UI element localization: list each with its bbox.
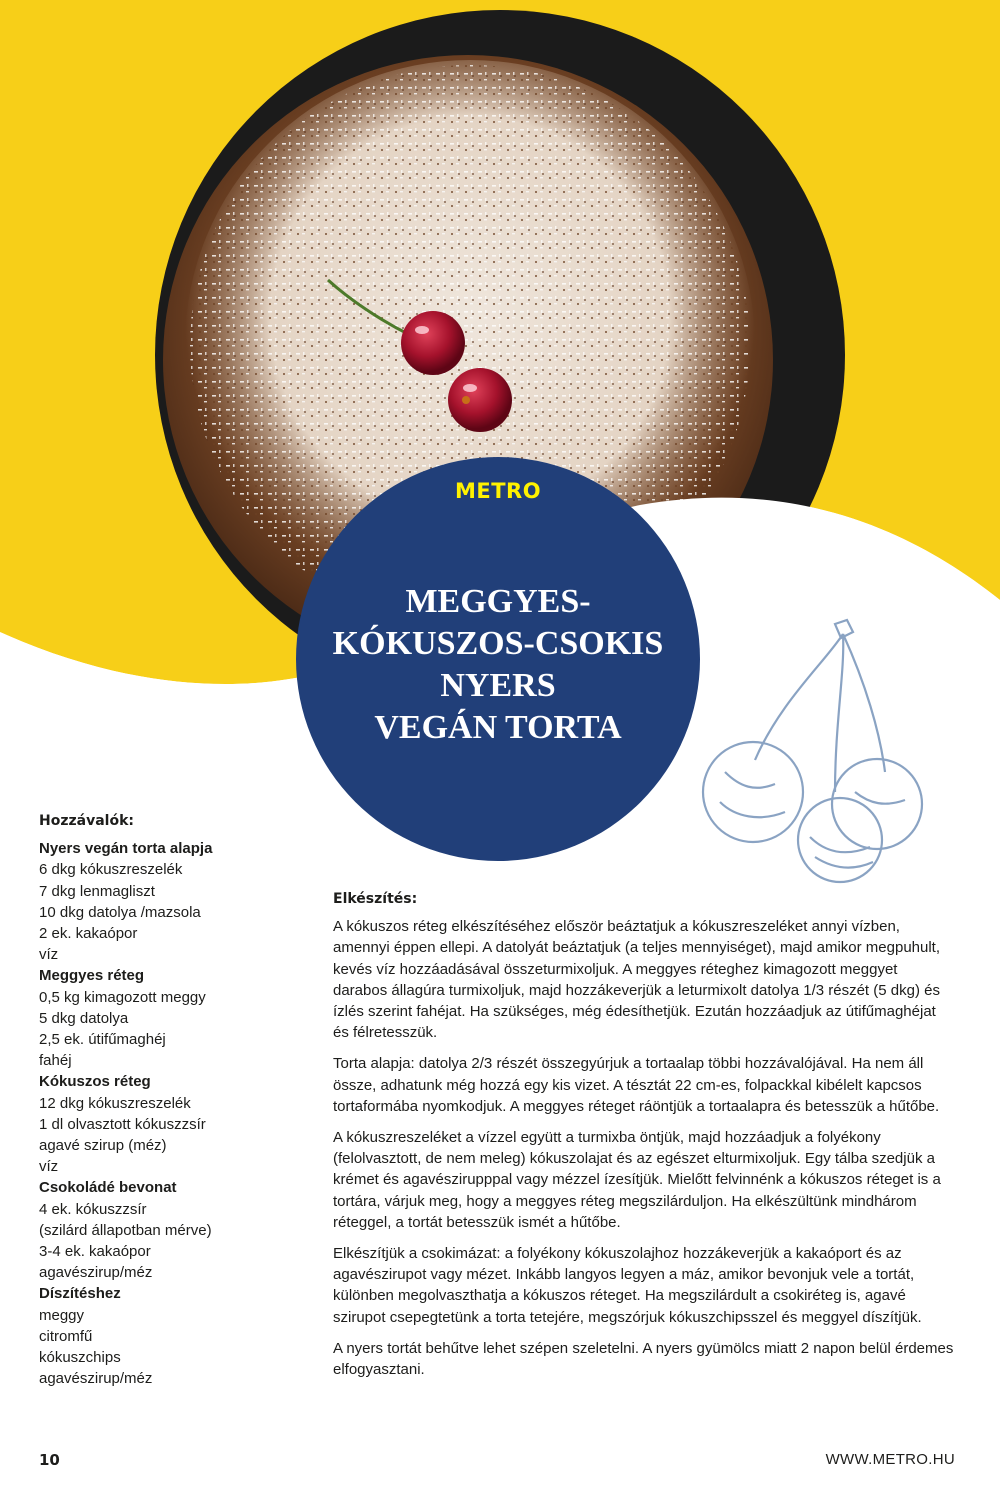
ingredient-item: 2,5 ek. útifűmaghéj — [39, 1031, 166, 1049]
ingredient-item: 12 dkg kókuszreszelék — [39, 1094, 191, 1112]
metro-logo: METRO — [454, 479, 542, 503]
title-line: NYERS — [440, 667, 556, 704]
website-link[interactable]: WWW.METRO.HU — [825, 1451, 955, 1468]
ingredient-group-heading: Nyers vegán torta alapja — [39, 840, 213, 858]
preparation-section — [333, 889, 955, 1390]
ingredient-item: (szilárd állapotban mérve) — [39, 1221, 212, 1239]
preparation-paragraph: A kókuszreszeléket a vízzel együtt a turmixba öntjük, majd hozzáadjuk a folyékony (felolvasztott, de nem meleg) kókuszolajat és az egészet elturmixoljuk. Egy tálba szedjük a krémet és agavészirupppal vagy mézzel ízesítjük. Mielőtt felvinnénk a kókuszos réteget is a tortára, várjuk meg, hogy a meggyes réteg megszilárduljon. Ha elkészültünk mindhárom réteggel, a tortát betesszük ismét a hűtőbe. — [333, 1129, 941, 1231]
ingredients-section — [39, 811, 299, 1389]
ingredient-item: 5 dkg datolya — [39, 1009, 129, 1027]
ingredient-item: citromfű — [39, 1327, 93, 1345]
ingredient-group-heading: Csokoládé bevonat — [39, 1179, 177, 1197]
ingredient-item: 1 dl olvasztott kókuszzsír — [39, 1115, 206, 1133]
ingredient-item: 4 ek. kókuszzsír — [39, 1200, 147, 1218]
ingredient-item: 0,5 kg kimagozott meggy — [39, 988, 206, 1006]
preparation-heading: Elkészítés: — [333, 891, 418, 907]
ingredient-item: kókuszchips — [39, 1349, 121, 1367]
ingredient-item: agavészirup/méz — [39, 1370, 153, 1388]
recipe-title — [316, 581, 680, 749]
page-number: 10 — [39, 1451, 60, 1469]
ingredient-item: meggy — [39, 1306, 85, 1324]
cherry-sketch-icon — [695, 612, 935, 892]
ingredient-item: 7 dkg lenmagliszt — [39, 882, 155, 900]
ingredients-heading: Hozzávalók: — [39, 813, 134, 829]
preparation-paragraph: A nyers tortát behűtve lehet szépen szeletelni. A nyers gyümölcs miatt 2 napon belül érdemes elfogyasztani. — [333, 1339, 954, 1379]
ingredient-item: 3-4 ek. kakaópor — [39, 1243, 151, 1261]
ingredients-list — [39, 838, 299, 1389]
cherry-2 — [448, 368, 512, 432]
preparation-paragraph: A kókuszos réteg elkészítéséhez először beáztatjuk a kókuszreszeléket annyi vízben, amennyi éppen ellepi. A datolyát beáztatjuk (a teljes mennyiséget), majd amikor megpuhult, kevés víz hozzáadásával összeturmixoljuk. A meggyes réteghez kimagozott meggyet darabos állagúra turmixoljuk, majd hozzákeverjük a leturmixolt datolya 1/3 részét (5 dkg) és ízlés szerint fahéjat. Ha szükséges, még édesíthetjük. Ezután hozzáadjuk az útifűmaghéjat és félretesszük. — [333, 918, 941, 1042]
title-line: KÓKUSZOS-CSOKIS — [332, 625, 664, 662]
ingredient-item: agavé szirup (méz) — [39, 1137, 167, 1155]
preparation-paragraph: Torta alapja: datolya 2/3 részét összegyúrjuk a tortaalap többi hozzávalójával. Ha nem áll össze, adhatunk még hozzá egy kis vizet. A tésztát 22 cm-es, folpackkal kibélelt kapcsos tortaformába nyomkodjuk. A meggyes réteget ráöntjük a tortaalapra és betesszük a hűtőbe. — [333, 1055, 940, 1115]
cherry-1 — [401, 311, 465, 375]
ingredient-group-heading: Díszítéshez — [39, 1285, 121, 1303]
ingredient-group-heading: Meggyes réteg — [39, 967, 145, 985]
ingredient-item: 6 dkg kókuszreszelék — [39, 861, 183, 879]
title-circle — [296, 457, 700, 861]
ingredient-item: víz — [39, 1158, 59, 1176]
ingredient-item: agavészirup/méz — [39, 1264, 153, 1282]
ingredient-item: 2 ek. kakaópor — [39, 925, 138, 943]
ingredient-item: 10 dkg datolya /mazsola — [39, 903, 201, 921]
ingredient-item: víz — [39, 946, 59, 964]
ingredient-item: fahéj — [39, 1052, 72, 1070]
ingredient-group-heading: Kókuszos réteg — [39, 1073, 151, 1091]
title-line: VEGÁN TORTA — [374, 709, 622, 746]
preparation-paragraph: Elkészítjük a csokimázat: a folyékony kókuszolajhoz hozzákeverjük a kakaóport és az agavészirupot vagy mézet. Inkább langyos legyen a máz, amikor bevonjuk vele a tortát, különben megolvaszthatja a kókuszos réteget. Ha megszilárdult a csokiréteg is, agavé szirupot csepegtetünk a torta tetejére, megszórjuk kókuszchipsszel és meggyel díszítjük. — [333, 1245, 922, 1326]
title-line: MEGGYES- — [405, 583, 591, 620]
